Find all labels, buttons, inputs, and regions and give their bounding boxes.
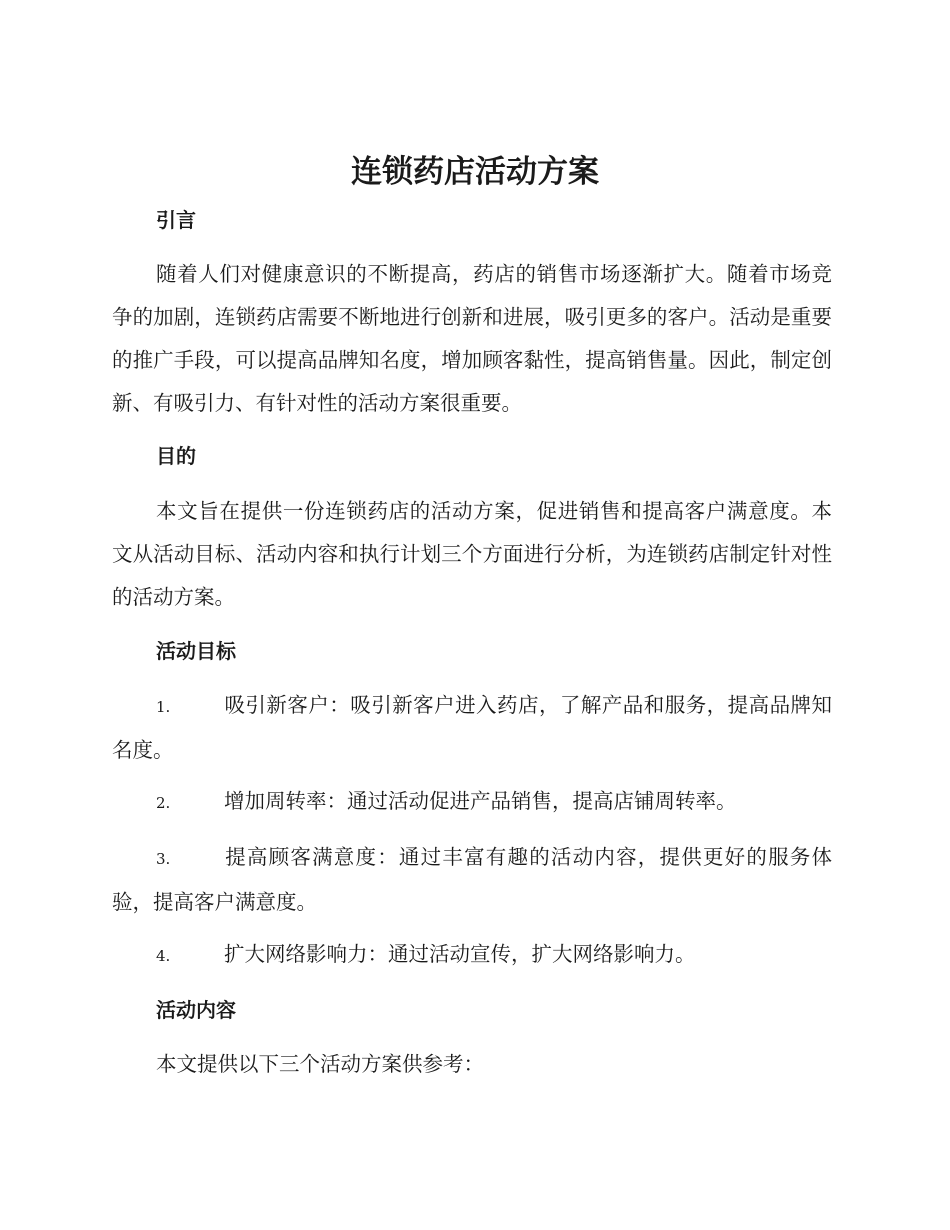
list-item-number: 1.: [156, 698, 171, 716]
section-heading-intro: 引言: [156, 208, 196, 232]
paragraph-purpose: 本文旨在提供一份连锁药店的活动方案，促进销售和提高客户满意度。本文从活动目标、活动内容和执行计划三个方面进行分析，为连锁药店制定针对性的活动方案。: [112, 499, 832, 609]
document-title: 连锁药店活动方案: [351, 154, 599, 190]
goal-list-item: [112, 836, 832, 924]
section-heading-purpose: 目的: [156, 444, 196, 468]
section-heading-content: 活动内容: [156, 998, 236, 1022]
list-item-number: 3.: [156, 850, 171, 868]
paragraph-intro: 随着人们对健康意识的不断提高，药店的销售市场逐渐扩大。随着市场竞争的加剧，连锁药店需要不断地进行创新和进展，吸引更多的客户。活动是重要的推广手段，可以提高品牌知名度，增加顾客黏性，提高销售量。因此，制定创新、有吸引力、有针对性的活动方案很重要。: [112, 262, 832, 415]
paragraph-content: 本文提供以下三个活动方案供参考：: [156, 1052, 484, 1076]
goal-list-item: [112, 684, 832, 772]
section-heading-goals: 活动目标: [156, 639, 236, 663]
list-item-text: 增加周转率：通过活动促进产品销售，提高店铺周转率。: [224, 789, 737, 813]
list-item-number: 2.: [156, 794, 171, 812]
list-item-text: 提高顾客满意度：通过丰富有趣的活动内容，提供更好的服务体验，提高客户满意度。: [112, 845, 832, 914]
goal-list-item: [112, 933, 832, 978]
list-item-number: 4.: [156, 947, 171, 965]
list-item-text: 扩大网络影响力：通过活动宣传，扩大网络影响力。: [224, 942, 696, 966]
goal-list-item: [112, 780, 832, 825]
list-item-text: 吸引新客户：吸引新客户进入药店，了解产品和服务，提高品牌知名度。: [112, 693, 832, 762]
